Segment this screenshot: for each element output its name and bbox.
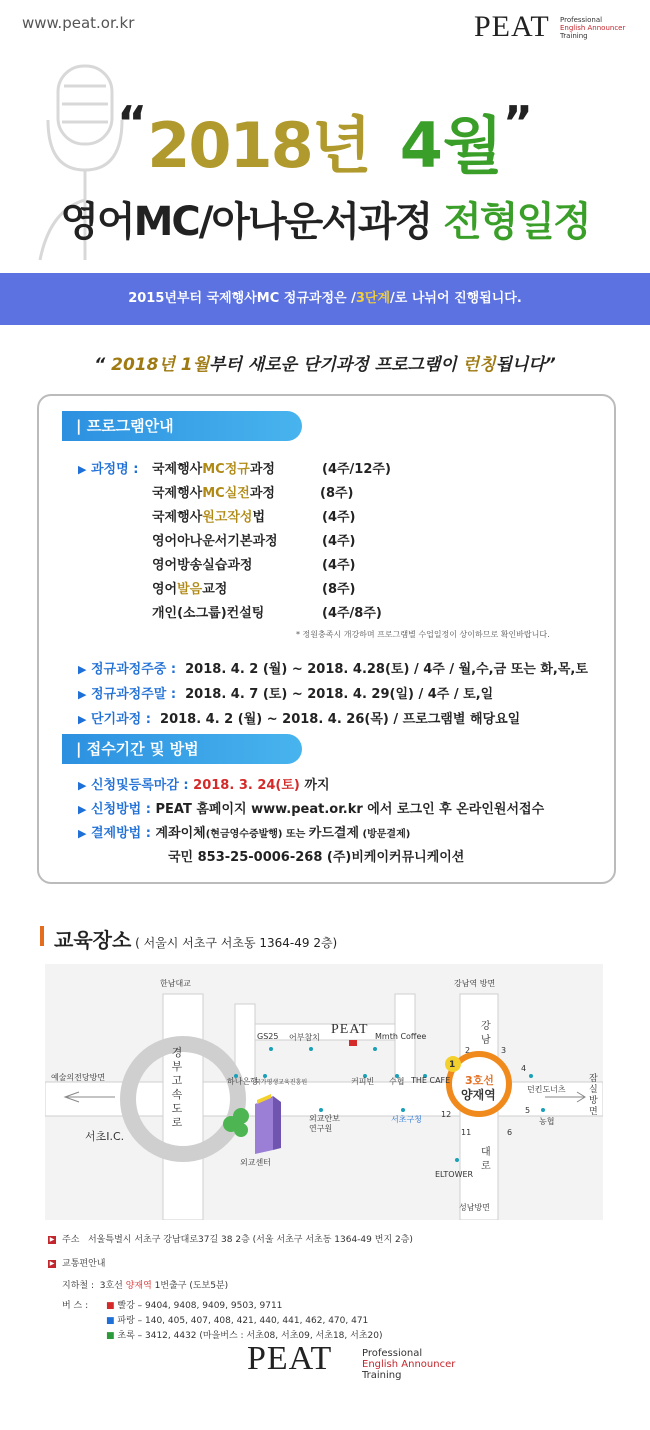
map-expressway [171, 1046, 183, 1130]
course-item [152, 482, 452, 501]
course-item [152, 554, 452, 573]
course-item [152, 602, 452, 621]
launch-quote-open: “ [94, 355, 106, 375]
triangle-bullet-icon: ▶ [78, 827, 87, 840]
map-char: 남 [481, 1035, 491, 1046]
bus-green-icon: ■ [106, 1331, 115, 1341]
map-line: 연구원 [309, 1124, 333, 1133]
title-year: 2018년 [147, 109, 370, 182]
payment-text: 계좌이체 [155, 826, 206, 841]
schedule-label: 단기과정 : [91, 712, 151, 727]
program-heading: | 프로그램안내 [62, 411, 302, 441]
address-row [48, 1232, 413, 1245]
title-month [0, 96, 650, 185]
map-suhyup: 수협 [389, 1077, 405, 1086]
course-label-text: 과정명 : [91, 462, 139, 477]
course-highlight: 발음 [177, 582, 203, 597]
map-char: 방 [589, 1096, 598, 1106]
bus-blue-row [106, 1313, 368, 1326]
map-char: 강 [481, 1021, 491, 1032]
map-yangjae: 양재역 [461, 1088, 496, 1102]
course-item [152, 578, 452, 597]
map-mmth: Mmth Coffee [375, 1032, 427, 1041]
map-gukje: 국가평생교육진흥원 [255, 1079, 308, 1086]
subway-row [62, 1278, 228, 1291]
map-line: 외교안보 [309, 1114, 340, 1123]
map-exit: 5 [525, 1106, 531, 1115]
bus-red: 빨강 – 9404, 9408, 9409, 9503, 9711 [117, 1301, 283, 1311]
title-schedule: 전형일정 [443, 199, 590, 245]
bus-label: 버 스 : [62, 1301, 89, 1311]
schedule-short [78, 708, 520, 727]
map-seocho-office: 서초구청 [391, 1115, 422, 1124]
peat-logo-subtitle [560, 16, 625, 40]
payment-text: 또는 [282, 829, 309, 840]
payment-label: 결제방법 : [91, 826, 151, 841]
bus-green-row [106, 1328, 382, 1341]
subway-line: 3호선 [99, 1281, 126, 1291]
apply-method [78, 798, 544, 817]
transit-row [48, 1256, 105, 1269]
bus-green: 초록 – 3412, 4432 (마을버스 : 서초08, 서초09, 서초18, 서초20) [117, 1331, 383, 1341]
triangle-bullet-icon: ▶ [78, 463, 87, 476]
map-char: 대 [481, 1147, 491, 1158]
map-char: 부 [171, 1060, 183, 1073]
payment-text: (현금영수증발행) [205, 829, 283, 840]
course-part: 영어방송실습과정 [152, 558, 253, 573]
map-char: 실 [589, 1085, 598, 1095]
bus-red-row [106, 1298, 282, 1311]
bus-blue: 파랑 – 140, 405, 407, 408, 421, 440, 441, 462, 470, 471 [117, 1316, 369, 1326]
map-line3: 3호선 [465, 1074, 494, 1087]
map-gangnam-dir: 강남역 방면 [454, 979, 496, 988]
program-note: * 정원충족시 개강하며 프로그램별 수업일정이 상이하므로 확인바랍니다. [296, 630, 550, 639]
deadline-date: 2018. 3. 24(토) [193, 778, 300, 793]
bank-account: 국민 853-25-0006-268 (주)비케이커뮤니케이션 [168, 850, 465, 865]
location-map[interactable] [45, 964, 603, 1220]
map-exit: 4 [521, 1064, 527, 1073]
course-item [152, 458, 452, 477]
map-hannam: 한남대교 [160, 979, 191, 988]
square-bullet-icon: ▶ [49, 1235, 55, 1243]
apply-payment [78, 822, 410, 841]
triangle-bullet-icon: ▶ [78, 713, 87, 726]
map-char: 속 [171, 1088, 183, 1101]
map-nh: 농협 [539, 1117, 555, 1126]
triangle-bullet-icon: ▶ [78, 663, 87, 676]
bus-red-icon: ■ [106, 1301, 115, 1311]
banner-pre: 2015년부터 국제행사MC 정규과정은 / [128, 291, 356, 306]
footer-peat-logo: PEAT [247, 1340, 333, 1377]
schedule-label: 정규과정주중 : [91, 662, 177, 677]
map-gangnam-ro-top [481, 1020, 491, 1048]
course-part: 개인(소그룹)컨설팅 [152, 606, 265, 621]
course-item [152, 530, 452, 549]
location-address-short: ( 서울시 서초구 서초동 1364-49 2층) [131, 936, 338, 950]
info-banner [0, 273, 650, 325]
course-duration: (4주) [322, 510, 356, 525]
map-coffee: 커피빈 [351, 1077, 375, 1086]
footer-logo-subtitle [362, 1348, 455, 1381]
map-char: 고 [171, 1074, 183, 1087]
title-quote-open: “ [117, 96, 148, 150]
course-duration: (4주) [322, 558, 356, 573]
schedule-weekend [78, 683, 493, 702]
footer-sub-training: Training [362, 1370, 402, 1381]
site-url[interactable]: www.peat.or.kr [22, 14, 135, 32]
banner-post: /로 나뉘어 진행됩니다. [390, 291, 522, 306]
launch-text: 부터 새로운 단기과정 프로그램이 [209, 355, 463, 375]
map-char: 면 [589, 1107, 598, 1117]
schedule-text: 2018. 4. 2 (월) ~ 2018. 4.28(토) / 4주 / 월,수,금 또는 화,목,토 [185, 662, 588, 677]
subway-label: 지하철 : [62, 1281, 94, 1291]
title-month-value: 4월 [399, 109, 503, 182]
course-part: 법 [252, 510, 266, 525]
map-arts-center: 예술의전당방면 [51, 1073, 106, 1082]
course-part: 과정 [249, 462, 275, 477]
map-seongnam: 성남방면 [459, 1203, 490, 1212]
schedule-label: 정규과정주말 : [91, 687, 177, 702]
map-foreign-center: 외교센터 [240, 1158, 271, 1167]
banner-highlight: 3단계 [355, 291, 391, 306]
triangle-bullet-icon: ▶ [78, 779, 87, 792]
course-part: 영어 [152, 582, 178, 597]
footer-sub-professional: Professional [362, 1348, 423, 1359]
launch-date: 2018년 1월 [111, 355, 210, 375]
map-char: 잠 [589, 1074, 598, 1084]
map-exit: 6 [507, 1128, 513, 1137]
square-bullet-icon: ▶ [49, 1259, 55, 1267]
title-course [0, 190, 650, 247]
map-eobu: 어부참치 [289, 1033, 320, 1042]
map-roads [45, 964, 603, 1220]
logo-sub-training: Training [560, 32, 588, 40]
address-label: 주소 [62, 1235, 80, 1245]
map-eltower: ELTOWER [435, 1170, 474, 1179]
map-char: 로 [171, 1116, 183, 1129]
course-duration: (8주) [322, 582, 356, 597]
map-char: 로 [481, 1161, 491, 1172]
title-quote-close: ” [502, 96, 533, 150]
map-hana: 하나은행 [227, 1077, 258, 1086]
course-duration: (4주/12주) [322, 462, 391, 477]
course-highlight: MC실전 [202, 486, 250, 501]
map-foreign-inst [309, 1114, 340, 1134]
map-char: 도 [171, 1102, 183, 1115]
schedule-text: 2018. 4. 7 (토) ~ 2018. 4. 29(일) / 4주 / 토,일 [185, 687, 494, 702]
course-part: 영어아나운서기본과정 [152, 534, 278, 549]
course-item [152, 506, 452, 525]
footer-sub-english: English Announcer [362, 1359, 456, 1370]
bus-blue-icon: ■ [106, 1316, 115, 1326]
launch-quote [0, 350, 650, 375]
map-gs25: GS25 [257, 1032, 279, 1041]
triangle-bullet-icon: ▶ [78, 688, 87, 701]
course-label [78, 458, 138, 477]
schedule-text: 2018. 4. 2 (월) ~ 2018. 4. 26(목) / 프로그램별 해당요일 [160, 712, 521, 727]
course-part: 교정 [202, 582, 228, 597]
apply-deadline [78, 774, 330, 793]
deadline-label: 신청및등록마감 : [91, 778, 189, 793]
map-thecafe: THE CAFE [411, 1076, 451, 1085]
logo-sub-english: English Announcer [560, 24, 626, 32]
method-text: PEAT 홈페이지 www.peat.or.kr 에서 로그인 후 온라인원서접수 [155, 802, 545, 817]
map-dunkin: 던킨도너츠 [527, 1085, 566, 1094]
launch-text-end: 됩니다 [495, 355, 545, 375]
course-part: 국제행사 [152, 486, 203, 501]
location-accent-bar [40, 926, 44, 946]
map-exit: 12 [441, 1110, 452, 1119]
map-jamsil [589, 1074, 598, 1118]
course-duration: (4주/8주) [322, 606, 382, 621]
deadline-tail: 까지 [299, 778, 330, 793]
course-duration: (8주) [320, 486, 354, 501]
map-seocho-ic: 서초I.C. [85, 1130, 125, 1143]
triangle-bullet-icon: ▶ [78, 803, 87, 816]
apply-heading: | 접수기간 및 방법 [62, 734, 302, 764]
map-exit: 3 [501, 1046, 507, 1055]
location-title-text: 교육장소 [54, 928, 132, 952]
map-exit: 11 [461, 1128, 472, 1137]
address-full: 서울특별시 서초구 강남대로37길 38 2층 (서울 서초구 서초동 1364-49 번지 2층) [87, 1235, 413, 1245]
payment-text: 카드결제 [308, 826, 360, 841]
title-course-name: 영어MC/아나운서과정 [60, 199, 432, 245]
course-part: 국제행사 [152, 462, 203, 477]
course-duration: (4주) [322, 534, 356, 549]
subway-exit: 1번출구 (도보5분) [151, 1281, 229, 1291]
course-part: 국제행사 [152, 510, 203, 525]
map-exit: 2 [465, 1046, 471, 1055]
location-title [54, 924, 337, 953]
course-highlight: MC정규 [202, 462, 250, 477]
course-highlight: 원고작성 [202, 510, 253, 525]
payment-text: (방문결제) [359, 829, 411, 840]
transit-label: 교통편안내 [62, 1259, 106, 1269]
launch-highlight: 런칭 [462, 355, 496, 375]
course-part: 과정 [249, 486, 275, 501]
map-char: 경 [171, 1046, 183, 1059]
method-label: 신청방법 : [91, 802, 151, 817]
map-gangnam-ro-bot [481, 1146, 491, 1174]
launch-quote-close: ” [544, 355, 556, 375]
subway-station: 양재역 [125, 1281, 152, 1291]
map-exit: 1 [449, 1060, 456, 1070]
map-peat: PEAT [331, 1022, 369, 1037]
schedule-weekday [78, 658, 588, 677]
peat-logo: PEAT [474, 10, 550, 43]
logo-sub-professional: Professional [560, 16, 603, 24]
